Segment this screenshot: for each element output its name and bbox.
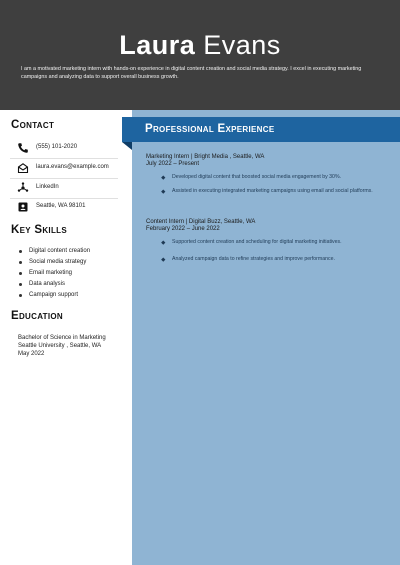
email-icon (17, 162, 29, 174)
list-item: Developed digital content that boosted social media engagement by 30%. (146, 174, 386, 181)
job-dates: July 2022 – Present (146, 161, 200, 167)
skills-list (18, 246, 90, 301)
education-heading: Education (11, 310, 63, 322)
job-entry (146, 154, 386, 195)
candidate-name (0, 30, 400, 61)
education-block (18, 334, 106, 358)
job-bullets (146, 174, 386, 195)
resume-header (0, 0, 400, 110)
list-item: Supported content creation and scheduling for digital marketing initiatives. (146, 239, 386, 246)
phone-text: (555) 101-2020 (36, 144, 78, 150)
school: Seattle University , Seattle, WA (18, 343, 102, 349)
list-item: Assisted in executing integrated marketing campaigns using email and social platforms. (146, 188, 386, 195)
linkedin-icon (17, 182, 29, 194)
list-item: Data analysis (18, 279, 90, 290)
contact-divider (10, 158, 118, 159)
skills-heading: Key Skills (11, 224, 67, 236)
job-title: Marketing Intern | Bright Media , Seattle, WA (146, 154, 265, 160)
first-name: Laura (119, 30, 196, 60)
experience-heading: Professional Experience (145, 123, 275, 135)
contact-divider (10, 178, 118, 179)
location-icon (17, 201, 29, 213)
email-text[interactable]: laura.evans@example.com (36, 164, 109, 170)
list-item: Campaign support (18, 290, 90, 301)
job-bullets (146, 239, 386, 263)
job-title: Content Intern | Digital Buzz, Seattle, WA (146, 219, 256, 225)
list-item: Digital content creation (18, 246, 90, 257)
degree: Bachelor of Science in Marketing (18, 335, 106, 341)
job-dates: February 2022 – June 2022 (146, 226, 220, 232)
linkedin-text[interactable]: LinkedIn (36, 184, 59, 190)
graduation-date: May 2022 (18, 351, 45, 357)
contact-heading: Contact (11, 119, 55, 131)
profile-summary: I am a motivated marketing intern with hands-on experience in digital content creation and social media strategy. I excel in executing marketing campaigns and analyzing data to support overall business growth. (21, 66, 362, 80)
banner-fold (122, 142, 132, 150)
job-entry (146, 219, 386, 263)
location-text: Seattle, WA 98101 (36, 203, 86, 209)
list-item: Email marketing (18, 268, 90, 279)
last-name: Evans (203, 30, 281, 60)
list-item: Social media strategy (18, 257, 90, 268)
phone-icon (17, 142, 29, 154)
list-item: Analyzed campaign data to refine strategies and improve performance. (146, 256, 386, 263)
contact-divider (10, 198, 118, 199)
